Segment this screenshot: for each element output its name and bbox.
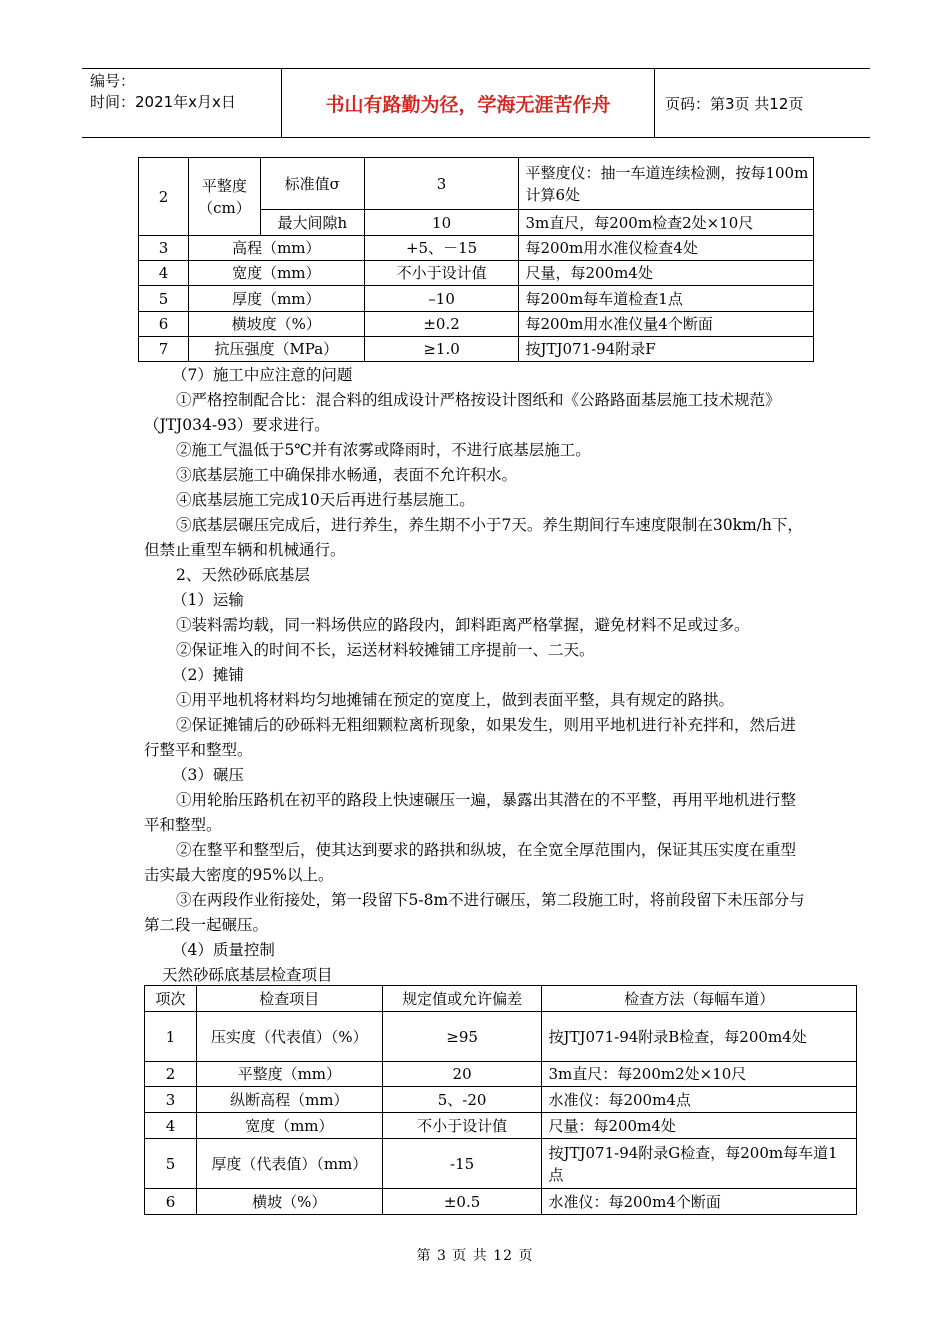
header-meta <box>82 69 282 137</box>
row-number: 4 <box>139 261 189 286</box>
table-row <box>145 1189 857 1215</box>
check-item: 纵断高程（mm） <box>196 1087 382 1113</box>
paragraph: ②保证摊铺后的砂砾料无粗细颗粒离析现象，如果发生，则用平地机进行补充拌和，然后进行整平和整型。 <box>144 716 797 759</box>
allowed-value: 5、-20 <box>382 1087 542 1113</box>
paragraph: ②在整平和整型后，使其达到要求的路拱和纵坡，在全宽全厚范围内，保证其压实度在重型击实最大密度的95%以上。 <box>144 841 797 884</box>
section-heading: （1）运输 <box>172 591 244 609</box>
page-footer: 第 3 页 共 12 页 <box>416 1248 534 1264</box>
row-number: 6 <box>139 312 189 337</box>
sub-item: 最大间隙h <box>260 210 364 236</box>
check-item: 平整度（cm） <box>188 158 260 236</box>
row-number: 7 <box>139 337 189 362</box>
table-row <box>139 261 814 286</box>
allowed-value: –10 <box>364 286 519 312</box>
check-item: 厚度（mm） <box>188 286 364 312</box>
check-method: 按JTJ071-94附录B检查，每200m4处 <box>542 1012 857 1062</box>
table-row <box>139 286 814 312</box>
header-page-info: 页码：第3页 共12页 <box>665 94 804 113</box>
paragraph: ②施工气温低于5℃并有浓雾或降雨时，不进行底基层施工。 <box>176 441 591 459</box>
paragraph: ①用轮胎压路机在初平的路段上快速碾压一遍，暴露出其潜在的不平整，再用平地机进行整平和整型。 <box>144 791 797 834</box>
column-header: 检查项目 <box>196 986 382 1012</box>
allowed-value: ≥95 <box>382 1012 542 1062</box>
check-method: 尺量，每200m4处 <box>519 261 814 286</box>
check-item: 横坡（%） <box>196 1189 382 1215</box>
allowed-value: ±0.5 <box>382 1189 542 1215</box>
column-header: 规定值或允许偏差 <box>382 986 542 1012</box>
check-method: 按JTJ071-94附录G检查，每200m每车道1点 <box>542 1139 857 1189</box>
row-number: 3 <box>145 1087 197 1113</box>
row-number: 2 <box>145 1062 197 1087</box>
paragraph: ①用平地机将材料均匀地摊铺在预定的宽度上，做到表面平整，具有规定的路拱。 <box>176 691 735 709</box>
check-item: 抗压强度（MPa） <box>188 337 364 362</box>
allowed-value: ≥1.0 <box>364 337 519 362</box>
allowed-value: 20 <box>382 1062 542 1087</box>
check-method: 水准仪：每200m4点 <box>542 1087 857 1113</box>
section-heading: （3）碾压 <box>172 766 244 784</box>
row-number: 5 <box>145 1139 197 1189</box>
check-method: 每200m用水准仪检查4处 <box>519 236 814 261</box>
allowed-value: 不小于设计值 <box>364 261 519 286</box>
check-item: 高程（mm） <box>188 236 364 261</box>
quality-check-table-continued <box>138 157 814 362</box>
check-method: 每200m每车道检查1点 <box>519 286 814 312</box>
table-row <box>139 312 814 337</box>
allowed-value: -15 <box>382 1139 542 1189</box>
document-date: 时间：2021年x月x日 <box>90 93 236 111</box>
allowed-value: 不小于设计值 <box>382 1113 542 1139</box>
row-number: 6 <box>145 1189 197 1215</box>
sub-item: 标准值σ <box>260 158 364 210</box>
check-method: 按JTJ071-94附录F <box>519 337 814 362</box>
check-item: 横坡度（%） <box>188 312 364 337</box>
paragraph: ④底基层施工完成10天后再进行基层施工。 <box>176 491 475 509</box>
column-header: 检查方法（每幅车道） <box>542 986 857 1012</box>
table-row <box>139 337 814 362</box>
table-header-row <box>145 986 857 1012</box>
paragraph: ③底基层施工中确保排水畅通，表面不允许积水。 <box>176 466 518 484</box>
check-item: 平整度（mm） <box>196 1062 382 1087</box>
check-item: 宽度（mm） <box>196 1113 382 1139</box>
sand-gravel-check-table <box>144 985 857 1215</box>
section-heading: （4）质量控制 <box>172 941 275 959</box>
row-number: 2 <box>139 158 189 236</box>
row-number: 4 <box>145 1113 197 1139</box>
check-method: 3m直尺，每200m检查2处×10尺 <box>519 210 814 236</box>
check-method: 每200m用水准仪量4个断面 <box>519 312 814 337</box>
paragraph: ①严格控制配合比：混合料的组成设计严格按设计图纸和《公路路面基层施工技术规范》（JTJ034-93）要求进行。 <box>144 391 781 434</box>
column-header: 项次 <box>145 986 197 1012</box>
document-number-label: 编号： <box>90 72 136 90</box>
table-row <box>145 1012 857 1062</box>
section-heading: （2）摊铺 <box>172 666 244 684</box>
section-heading: 2、天然砂砾底基层 <box>176 566 310 584</box>
check-method: 3m直尺：每200m2处×10尺 <box>542 1062 857 1087</box>
check-item: 宽度（mm） <box>188 261 364 286</box>
section-heading: （7）施工中应注意的问题 <box>172 366 353 384</box>
allowed-value: 3 <box>364 158 519 210</box>
paragraph: ②保证堆入的时间不长，运送材料较摊铺工序提前一、二天。 <box>176 641 595 659</box>
page-header <box>82 68 870 138</box>
allowed-value: +5、－15 <box>364 236 519 261</box>
paragraph: ①装料需均载，同一料场供应的路段内，卸料距离严格掌握，避免材料不足或过多。 <box>176 616 750 634</box>
table-row <box>139 158 814 210</box>
row-number: 3 <box>139 236 189 261</box>
table-caption: 天然砂砾底基层检查项目 <box>162 966 333 984</box>
check-item: 厚度（代表值）（mm） <box>196 1139 382 1189</box>
check-item: 压实度（代表值）（%） <box>196 1012 382 1062</box>
table-row <box>145 1062 857 1087</box>
row-number: 5 <box>139 286 189 312</box>
table-row <box>145 1139 857 1189</box>
allowed-value: ±0.2 <box>364 312 519 337</box>
check-method: 尺量：每200m4处 <box>542 1113 857 1139</box>
allowed-value: 10 <box>364 210 519 236</box>
check-method: 平整度仪：抽一车道连续检测，按每100m计算6处 <box>519 158 814 210</box>
header-motto: 书山有路勤为径，学海无涯苦作舟 <box>282 69 655 137</box>
document-body <box>144 363 808 988</box>
paragraph: ③在两段作业衔接处，第一段留下5-8m不进行碾压，第二段施工时，将前段留下未压部分与第二段一起碾压。 <box>144 891 805 934</box>
row-number: 1 <box>145 1012 197 1062</box>
table-row <box>145 1113 857 1139</box>
check-method: 水准仪：每200m4个断面 <box>542 1189 857 1215</box>
table-row <box>139 236 814 261</box>
table-row <box>145 1087 857 1113</box>
paragraph: ⑤底基层碾压完成后，进行养生，养生期不小于7天。养生期间行车速度限制在30km/h下，但禁止重型车辆和机械通行。 <box>144 516 803 559</box>
